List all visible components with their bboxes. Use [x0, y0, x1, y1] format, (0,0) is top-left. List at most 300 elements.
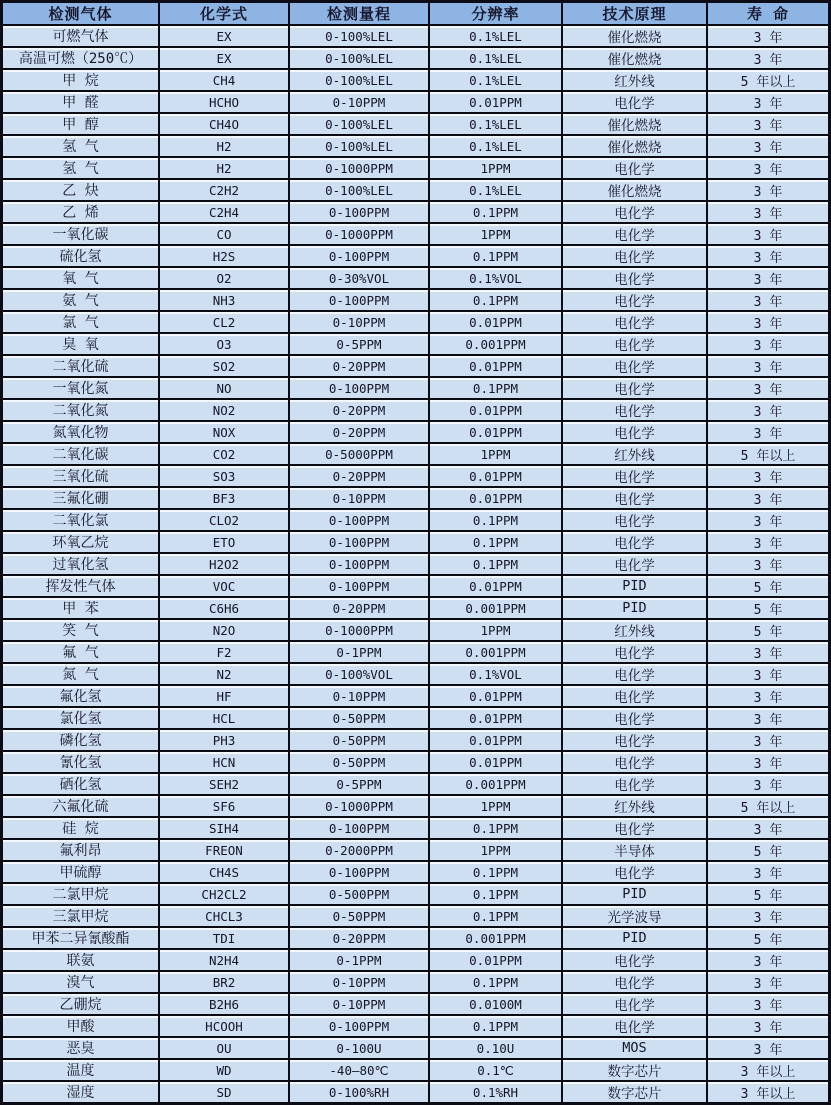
- resolution-cell: 0.01PPM: [430, 92, 563, 114]
- formula-cell: N2: [160, 664, 290, 686]
- lifespan-cell: 3 年: [708, 246, 828, 268]
- formula-cell: HCN: [160, 752, 290, 774]
- resolution-cell: 0.1PPM: [430, 818, 563, 840]
- range-cell: -40—80℃: [290, 1060, 430, 1082]
- lifespan-cell: 3 年: [708, 1038, 828, 1060]
- table-row: [3, 70, 828, 92]
- table-row: [3, 752, 828, 774]
- lifespan-cell: 3 年: [708, 202, 828, 224]
- formula-cell: VOC: [160, 576, 290, 598]
- principle-cell: 电化学: [563, 994, 708, 1016]
- formula-cell: SIH4: [160, 818, 290, 840]
- lifespan-cell: 3 年: [708, 268, 828, 290]
- range-cell: 0-50PPM: [290, 708, 430, 730]
- resolution-cell: 0.1PPM: [430, 554, 563, 576]
- lifespan-cell: 3 年: [708, 356, 828, 378]
- principle-cell: 电化学: [563, 422, 708, 444]
- resolution-cell: 0.001PPM: [430, 642, 563, 664]
- gas-name-cell: 湿度: [3, 1082, 160, 1102]
- gas-name-cell: 挥发性气体: [3, 576, 160, 598]
- resolution-cell: 0.1PPM: [430, 532, 563, 554]
- formula-cell: NH3: [160, 290, 290, 312]
- resolution-cell: 0.001PPM: [430, 774, 563, 796]
- range-cell: 0-100%LEL: [290, 136, 430, 158]
- resolution-cell: 0.001PPM: [430, 928, 563, 950]
- gas-name-cell: 三氯甲烷: [3, 906, 160, 928]
- formula-cell: PH3: [160, 730, 290, 752]
- lifespan-cell: 3 年: [708, 158, 828, 180]
- gas-name-cell: 乙 炔: [3, 180, 160, 202]
- principle-cell: PID: [563, 576, 708, 598]
- formula-cell: CL2: [160, 312, 290, 334]
- principle-cell: 数字芯片: [563, 1082, 708, 1102]
- resolution-cell: 0.1PPM: [430, 202, 563, 224]
- lifespan-cell: 5 年以上: [708, 70, 828, 92]
- principle-cell: 电化学: [563, 290, 708, 312]
- gas-name-cell: 磷化氢: [3, 730, 160, 752]
- range-cell: 0-20PPM: [290, 466, 430, 488]
- gas-name-cell: 氯 气: [3, 312, 160, 334]
- column-header: 检测气体: [3, 3, 160, 26]
- resolution-cell: 0.01PPM: [430, 422, 563, 444]
- principle-cell: 电化学: [563, 554, 708, 576]
- gas-name-cell: 可燃气体: [3, 26, 160, 48]
- range-cell: 0-100%VOL: [290, 664, 430, 686]
- lifespan-cell: 5 年: [708, 840, 828, 862]
- principle-cell: 电化学: [563, 378, 708, 400]
- gas-name-cell: 甲硫醇: [3, 862, 160, 884]
- formula-cell: O3: [160, 334, 290, 356]
- resolution-cell: 1PPM: [430, 620, 563, 642]
- table-row: [3, 246, 828, 268]
- table-row: [3, 1038, 828, 1060]
- formula-cell: HCL: [160, 708, 290, 730]
- formula-cell: CH4O: [160, 114, 290, 136]
- gas-name-cell: 溴气: [3, 972, 160, 994]
- gas-name-cell: 二氧化氯: [3, 510, 160, 532]
- lifespan-cell: 3 年: [708, 224, 828, 246]
- principle-cell: 红外线: [563, 620, 708, 642]
- lifespan-cell: 3 年: [708, 752, 828, 774]
- principle-cell: 电化学: [563, 268, 708, 290]
- range-cell: 0-100%RH: [290, 1082, 430, 1102]
- resolution-cell: 0.1%LEL: [430, 180, 563, 202]
- table-row: [3, 180, 828, 202]
- resolution-cell: 0.01PPM: [430, 466, 563, 488]
- table-row: [3, 312, 828, 334]
- column-header: 技术原理: [563, 3, 708, 26]
- lifespan-cell: 3 年: [708, 906, 828, 928]
- gas-name-cell: 氯化氢: [3, 708, 160, 730]
- gas-name-cell: 一氧化碳: [3, 224, 160, 246]
- formula-cell: CLO2: [160, 510, 290, 532]
- table-row: [3, 774, 828, 796]
- gas-name-cell: 过氧化氢: [3, 554, 160, 576]
- formula-cell: CO: [160, 224, 290, 246]
- table-row: [3, 862, 828, 884]
- lifespan-cell: 3 年: [708, 950, 828, 972]
- gas-name-cell: 氟化氢: [3, 686, 160, 708]
- resolution-cell: 0.1%LEL: [430, 136, 563, 158]
- table-row: [3, 400, 828, 422]
- formula-cell: HCOOH: [160, 1016, 290, 1038]
- range-cell: 0-100PPM: [290, 378, 430, 400]
- table-body: [3, 26, 828, 1102]
- principle-cell: 电化学: [563, 202, 708, 224]
- gas-name-cell: 联氨: [3, 950, 160, 972]
- principle-cell: 电化学: [563, 312, 708, 334]
- table-row: [3, 994, 828, 1016]
- principle-cell: 催化燃烧: [563, 48, 708, 70]
- resolution-cell: 0.1%VOL: [430, 268, 563, 290]
- lifespan-cell: 5 年: [708, 620, 828, 642]
- range-cell: 0-50PPM: [290, 752, 430, 774]
- gas-name-cell: 乙 烯: [3, 202, 160, 224]
- principle-cell: 电化学: [563, 532, 708, 554]
- lifespan-cell: 5 年以上: [708, 444, 828, 466]
- table-row: [3, 378, 828, 400]
- formula-cell: CH4S: [160, 862, 290, 884]
- formula-cell: WD: [160, 1060, 290, 1082]
- gas-name-cell: 臭 氧: [3, 334, 160, 356]
- gas-name-cell: 氢 气: [3, 136, 160, 158]
- range-cell: 0-100PPM: [290, 862, 430, 884]
- formula-cell: H2S: [160, 246, 290, 268]
- resolution-cell: 0.1PPM: [430, 884, 563, 906]
- principle-cell: PID: [563, 928, 708, 950]
- range-cell: 0-10PPM: [290, 92, 430, 114]
- resolution-cell: 1PPM: [430, 444, 563, 466]
- resolution-cell: 0.01PPM: [430, 686, 563, 708]
- principle-cell: 催化燃烧: [563, 114, 708, 136]
- resolution-cell: 0.1PPM: [430, 972, 563, 994]
- resolution-cell: 0.0100M: [430, 994, 563, 1016]
- resolution-cell: 0.001PPM: [430, 334, 563, 356]
- range-cell: 0-10PPM: [290, 312, 430, 334]
- formula-cell: EX: [160, 26, 290, 48]
- resolution-cell: 0.1%VOL: [430, 664, 563, 686]
- principle-cell: 电化学: [563, 950, 708, 972]
- gas-name-cell: 环氧乙烷: [3, 532, 160, 554]
- lifespan-cell: 3 年: [708, 488, 828, 510]
- range-cell: 0-20PPM: [290, 356, 430, 378]
- formula-cell: N2H4: [160, 950, 290, 972]
- formula-cell: SD: [160, 1082, 290, 1102]
- range-cell: 0-10PPM: [290, 994, 430, 1016]
- formula-cell: BF3: [160, 488, 290, 510]
- table-row: [3, 1082, 828, 1102]
- resolution-cell: 0.1%LEL: [430, 48, 563, 70]
- resolution-cell: 1PPM: [430, 840, 563, 862]
- table-row: [3, 356, 828, 378]
- column-header: 化学式: [160, 3, 290, 26]
- gas-name-cell: 硅 烷: [3, 818, 160, 840]
- range-cell: 0-100PPM: [290, 1016, 430, 1038]
- table-row: [3, 554, 828, 576]
- lifespan-cell: 3 年: [708, 510, 828, 532]
- lifespan-cell: 3 年: [708, 994, 828, 1016]
- range-cell: 0-1000PPM: [290, 224, 430, 246]
- lifespan-cell: 3 年: [708, 818, 828, 840]
- header-row: [3, 3, 828, 26]
- formula-cell: FREON: [160, 840, 290, 862]
- table-row: [3, 158, 828, 180]
- lifespan-cell: 3 年以上: [708, 1060, 828, 1082]
- lifespan-cell: 3 年: [708, 312, 828, 334]
- resolution-cell: 1PPM: [430, 796, 563, 818]
- range-cell: 0-10PPM: [290, 686, 430, 708]
- gas-name-cell: 温度: [3, 1060, 160, 1082]
- resolution-cell: 0.1PPM: [430, 906, 563, 928]
- principle-cell: 光学波导: [563, 906, 708, 928]
- principle-cell: 催化燃烧: [563, 26, 708, 48]
- resolution-cell: 0.1%LEL: [430, 114, 563, 136]
- resolution-cell: 0.1PPM: [430, 246, 563, 268]
- range-cell: 0-100%LEL: [290, 48, 430, 70]
- range-cell: 0-20PPM: [290, 400, 430, 422]
- formula-cell: SO2: [160, 356, 290, 378]
- principle-cell: 数字芯片: [563, 1060, 708, 1082]
- principle-cell: 电化学: [563, 334, 708, 356]
- lifespan-cell: 3 年: [708, 730, 828, 752]
- formula-cell: CH4: [160, 70, 290, 92]
- lifespan-cell: 5 年: [708, 884, 828, 906]
- range-cell: 0-10PPM: [290, 972, 430, 994]
- principle-cell: 电化学: [563, 686, 708, 708]
- formula-cell: N2O: [160, 620, 290, 642]
- principle-cell: PID: [563, 598, 708, 620]
- resolution-cell: 0.1PPM: [430, 290, 563, 312]
- lifespan-cell: 5 年: [708, 576, 828, 598]
- lifespan-cell: 3 年: [708, 92, 828, 114]
- range-cell: 0-100%LEL: [290, 70, 430, 92]
- lifespan-cell: 3 年: [708, 774, 828, 796]
- range-cell: 0-1000PPM: [290, 158, 430, 180]
- gas-name-cell: 恶臭: [3, 1038, 160, 1060]
- gas-name-cell: 氢 气: [3, 158, 160, 180]
- lifespan-cell: 3 年: [708, 1016, 828, 1038]
- resolution-cell: 0.01PPM: [430, 356, 563, 378]
- table-row: [3, 136, 828, 158]
- principle-cell: 电化学: [563, 730, 708, 752]
- table-row: [3, 224, 828, 246]
- gas-name-cell: 氧 气: [3, 268, 160, 290]
- formula-cell: H2: [160, 158, 290, 180]
- range-cell: 0-1000PPM: [290, 620, 430, 642]
- resolution-cell: 0.1PPM: [430, 510, 563, 532]
- gas-name-cell: 氮氧化物: [3, 422, 160, 444]
- principle-cell: 红外线: [563, 444, 708, 466]
- table-row: [3, 1060, 828, 1082]
- formula-cell: HF: [160, 686, 290, 708]
- lifespan-cell: 3 年: [708, 334, 828, 356]
- formula-cell: F2: [160, 642, 290, 664]
- gas-name-cell: 甲苯二异氰酸酯: [3, 928, 160, 950]
- range-cell: 0-20PPM: [290, 422, 430, 444]
- principle-cell: 红外线: [563, 70, 708, 92]
- table-row: [3, 730, 828, 752]
- lifespan-cell: 3 年: [708, 532, 828, 554]
- table-row: [3, 664, 828, 686]
- principle-cell: 催化燃烧: [563, 136, 708, 158]
- range-cell: 0-5PPM: [290, 334, 430, 356]
- gas-name-cell: 甲 醛: [3, 92, 160, 114]
- gas-name-cell: 二氧化硫: [3, 356, 160, 378]
- formula-cell: SF6: [160, 796, 290, 818]
- gas-name-cell: 氟 气: [3, 642, 160, 664]
- principle-cell: 电化学: [563, 488, 708, 510]
- lifespan-cell: 3 年: [708, 180, 828, 202]
- principle-cell: 电化学: [563, 510, 708, 532]
- table-row: [3, 532, 828, 554]
- resolution-cell: 0.1PPM: [430, 862, 563, 884]
- table-row: [3, 620, 828, 642]
- principle-cell: 电化学: [563, 862, 708, 884]
- principle-cell: 电化学: [563, 708, 708, 730]
- formula-cell: CO2: [160, 444, 290, 466]
- lifespan-cell: 3 年: [708, 114, 828, 136]
- principle-cell: 电化学: [563, 466, 708, 488]
- resolution-cell: 0.01PPM: [430, 400, 563, 422]
- gas-name-cell: 硒化氢: [3, 774, 160, 796]
- table-row: [3, 488, 828, 510]
- gas-name-cell: 六氟化硫: [3, 796, 160, 818]
- formula-cell: H2O2: [160, 554, 290, 576]
- lifespan-cell: 3 年: [708, 664, 828, 686]
- lifespan-cell: 3 年: [708, 378, 828, 400]
- table-row: [3, 1016, 828, 1038]
- resolution-cell: 0.01PPM: [430, 488, 563, 510]
- table-row: [3, 906, 828, 928]
- range-cell: 0-2000PPM: [290, 840, 430, 862]
- table-row: [3, 576, 828, 598]
- range-cell: 0-30%VOL: [290, 268, 430, 290]
- lifespan-cell: 3 年: [708, 862, 828, 884]
- column-header: 检测量程: [290, 3, 430, 26]
- formula-cell: NO2: [160, 400, 290, 422]
- formula-cell: C2H2: [160, 180, 290, 202]
- lifespan-cell: 3 年: [708, 290, 828, 312]
- table-row: [3, 642, 828, 664]
- range-cell: 0-500PPM: [290, 884, 430, 906]
- resolution-cell: 0.01PPM: [430, 576, 563, 598]
- gas-name-cell: 甲酸: [3, 1016, 160, 1038]
- gas-name-cell: 高温可燃（250℃）: [3, 48, 160, 70]
- range-cell: 0-5PPM: [290, 774, 430, 796]
- principle-cell: 电化学: [563, 774, 708, 796]
- resolution-cell: 0.01PPM: [430, 752, 563, 774]
- lifespan-cell: 3 年: [708, 642, 828, 664]
- table-row: [3, 884, 828, 906]
- range-cell: 0-1PPM: [290, 950, 430, 972]
- table-row: [3, 972, 828, 994]
- gas-name-cell: 二氧化氮: [3, 400, 160, 422]
- lifespan-cell: 3 年: [708, 136, 828, 158]
- gas-name-cell: 二氯甲烷: [3, 884, 160, 906]
- table-row: [3, 796, 828, 818]
- lifespan-cell: 3 年: [708, 400, 828, 422]
- resolution-cell: 0.10U: [430, 1038, 563, 1060]
- table-row: [3, 92, 828, 114]
- gas-name-cell: 二氧化碳: [3, 444, 160, 466]
- range-cell: 0-100PPM: [290, 246, 430, 268]
- principle-cell: 电化学: [563, 818, 708, 840]
- range-cell: 0-1PPM: [290, 642, 430, 664]
- principle-cell: 电化学: [563, 158, 708, 180]
- lifespan-cell: 3 年以上: [708, 1082, 828, 1102]
- resolution-cell: 1PPM: [430, 224, 563, 246]
- resolution-cell: 1PPM: [430, 158, 563, 180]
- principle-cell: 电化学: [563, 400, 708, 422]
- formula-cell: SO3: [160, 466, 290, 488]
- lifespan-cell: 5 年以上: [708, 796, 828, 818]
- range-cell: 0-100PPM: [290, 290, 430, 312]
- gas-name-cell: 氰化氢: [3, 752, 160, 774]
- principle-cell: 电化学: [563, 224, 708, 246]
- lifespan-cell: 3 年: [708, 972, 828, 994]
- lifespan-cell: 5 年: [708, 928, 828, 950]
- table-row: [3, 928, 828, 950]
- table-row: [3, 114, 828, 136]
- range-cell: 0-100PPM: [290, 554, 430, 576]
- formula-cell: C2H4: [160, 202, 290, 224]
- table-row: [3, 598, 828, 620]
- range-cell: 0-20PPM: [290, 598, 430, 620]
- resolution-cell: 0.01PPM: [430, 708, 563, 730]
- gas-name-cell: 三氧化硫: [3, 466, 160, 488]
- lifespan-cell: 5 年: [708, 598, 828, 620]
- lifespan-cell: 3 年: [708, 422, 828, 444]
- range-cell: 0-100U: [290, 1038, 430, 1060]
- gas-name-cell: 一氧化氮: [3, 378, 160, 400]
- resolution-cell: 0.01PPM: [430, 950, 563, 972]
- range-cell: 0-50PPM: [290, 730, 430, 752]
- table-row: [3, 444, 828, 466]
- resolution-cell: 0.001PPM: [430, 598, 563, 620]
- gas-name-cell: 氮 气: [3, 664, 160, 686]
- table-row: [3, 26, 828, 48]
- range-cell: 0-100PPM: [290, 202, 430, 224]
- gas-name-cell: 笑 气: [3, 620, 160, 642]
- lifespan-cell: 3 年: [708, 26, 828, 48]
- formula-cell: HCHO: [160, 92, 290, 114]
- gas-name-cell: 甲 苯: [3, 598, 160, 620]
- gas-name-cell: 三氟化硼: [3, 488, 160, 510]
- formula-cell: H2: [160, 136, 290, 158]
- range-cell: 0-100%LEL: [290, 26, 430, 48]
- resolution-cell: 0.01PPM: [430, 730, 563, 752]
- gas-name-cell: 氨 气: [3, 290, 160, 312]
- lifespan-cell: 3 年: [708, 466, 828, 488]
- principle-cell: 电化学: [563, 1016, 708, 1038]
- principle-cell: 电化学: [563, 972, 708, 994]
- principle-cell: 电化学: [563, 642, 708, 664]
- principle-cell: 半导体: [563, 840, 708, 862]
- range-cell: 0-100PPM: [290, 576, 430, 598]
- range-cell: 0-5000PPM: [290, 444, 430, 466]
- range-cell: 0-20PPM: [290, 928, 430, 950]
- table-row: [3, 510, 828, 532]
- principle-cell: MOS: [563, 1038, 708, 1060]
- resolution-cell: 0.1PPM: [430, 1016, 563, 1038]
- formula-cell: OU: [160, 1038, 290, 1060]
- resolution-cell: 0.01PPM: [430, 312, 563, 334]
- principle-cell: 催化燃烧: [563, 180, 708, 202]
- gas-name-cell: 乙硼烷: [3, 994, 160, 1016]
- principle-cell: 电化学: [563, 356, 708, 378]
- table-row: [3, 840, 828, 862]
- lifespan-cell: 3 年: [708, 554, 828, 576]
